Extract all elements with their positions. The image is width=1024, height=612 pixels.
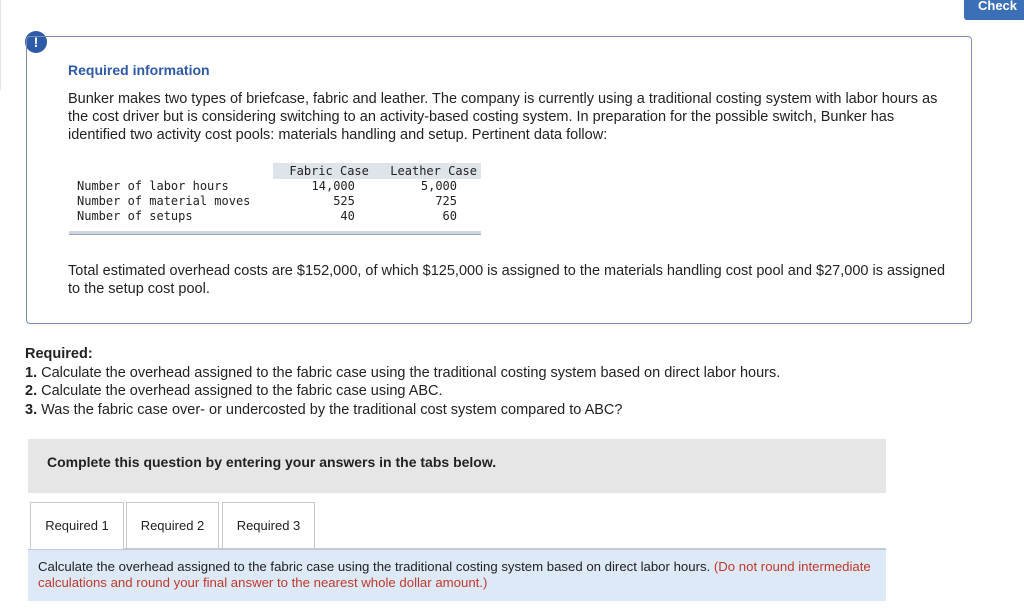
required-item-number: 3. xyxy=(25,401,38,418)
fabric-value: 525 xyxy=(333,194,355,208)
instruction-text: Calculate the overhead assigned to the fabric case using the traditional costing system based on direct labor hours. xyxy=(38,559,714,574)
info-intro: Bunker makes two types of briefcase, fabric and leather. The company is currently using a traditional costing system with labor hours as the cost driver but is considering switching to an activity-based costing system. In preparation for the possible switch, Bunker has identified two activity cost pools: materials handling and setup. Pertinent data follow: xyxy=(68,91,938,143)
data-table xyxy=(69,163,481,224)
required-heading: Required: xyxy=(25,346,93,362)
complete-question-banner: Complete this question by entering your answers in the tabs below. xyxy=(28,439,886,493)
required-item-text: Calculate the overhead assigned to the fabric case using ABC. xyxy=(37,383,443,399)
table-header-leather: Leather Case xyxy=(373,163,481,179)
leather-value: 5,000 xyxy=(420,179,457,193)
table-header-row xyxy=(69,163,481,179)
table-bottom-rule xyxy=(69,231,481,235)
row-label: Number of labor hours xyxy=(77,179,229,193)
table-row xyxy=(69,209,481,224)
required-list xyxy=(25,345,780,419)
row-label: Number of material moves xyxy=(77,194,251,208)
leather-value: 725 xyxy=(435,194,457,208)
fabric-value: 14,000 xyxy=(311,179,355,193)
alert-icon: ! xyxy=(25,31,47,53)
check-button[interactable]: Check xyxy=(964,0,1024,20)
table-row xyxy=(69,194,481,209)
required-item-number: 2. xyxy=(25,383,38,399)
required-item-number: 1. xyxy=(25,364,38,381)
row-label: Number of setups xyxy=(77,209,193,223)
fabric-value: 40 xyxy=(340,209,355,223)
overhead-paragraph: Total estimated overhead costs are $152,000, of which $125,000 is assigned to the materials handling cost pool and $27,000 is assigned to the setup cost pool. xyxy=(68,263,946,297)
left-edge-rule xyxy=(0,0,1,90)
instruction-panel xyxy=(28,549,886,601)
required-item-text: Calculate the overhead assigned to the fabric case using the traditional costing system based on direct labor hours. xyxy=(37,364,781,381)
info-title: Required information xyxy=(68,62,210,78)
table-row xyxy=(69,179,481,194)
tab-required-1[interactable]: Required 1 xyxy=(30,502,124,549)
tab-required-3[interactable]: Required 3 xyxy=(222,502,315,549)
required-item-text: Was the fabric case over- or undercosted by the traditional cost system compared to ABC? xyxy=(37,401,623,418)
instruction-note: (Do not round intermediate calculations and round your final answer to the nearest whole dollar amount.) xyxy=(38,559,871,590)
leather-value: 60 xyxy=(442,209,457,223)
tab-required-2[interactable]: Required 2 xyxy=(126,502,219,549)
required-item xyxy=(25,364,780,383)
required-item xyxy=(25,382,780,401)
required-item xyxy=(25,401,780,420)
table-header-fabric: Fabric Case xyxy=(273,163,373,179)
table-header-blank xyxy=(69,163,273,179)
